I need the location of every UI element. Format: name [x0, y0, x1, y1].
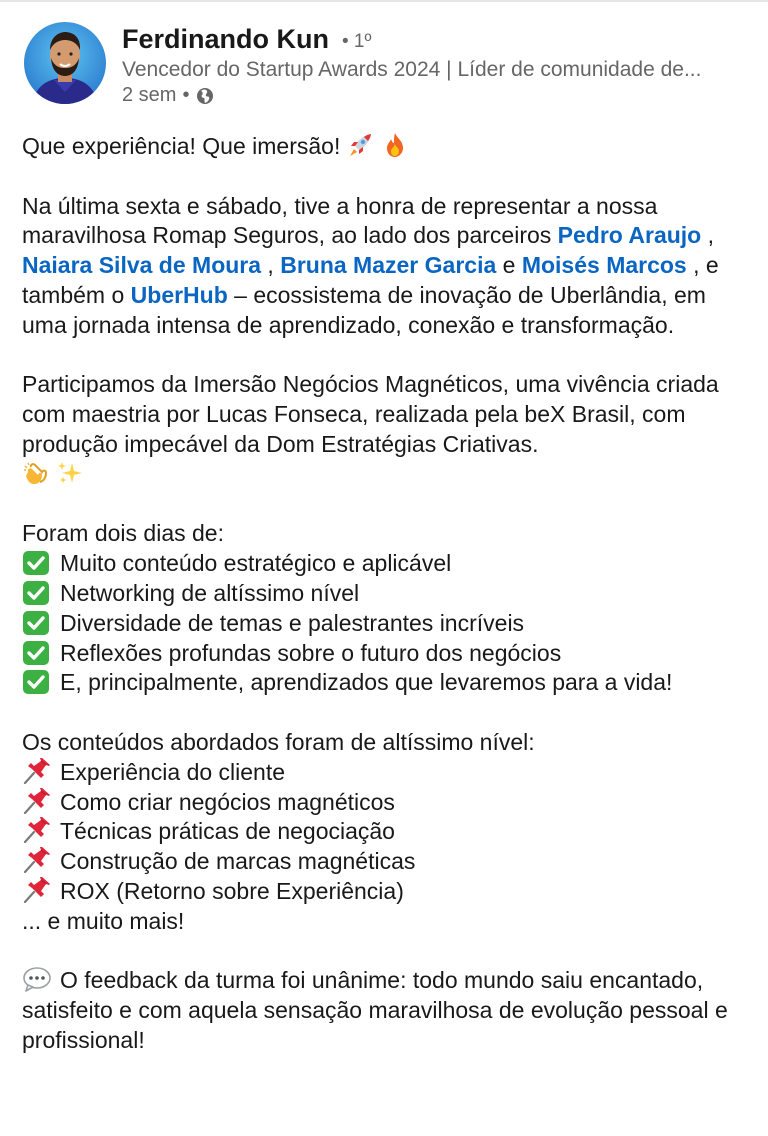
- sparkles-icon: [56, 460, 84, 486]
- mention-bruna-mazer-garcia[interactable]: Bruna Mazer Garcia: [280, 252, 497, 279]
- p1-text-3: ,: [261, 252, 281, 279]
- check-mark-icon: [22, 580, 52, 606]
- fire-icon: [381, 132, 409, 158]
- author-avatar[interactable]: [24, 22, 106, 104]
- pushpin-icon: [22, 758, 52, 784]
- intro-text: Que experiência! Que imersão!: [22, 133, 341, 159]
- topics-list-item-text: Técnicas práticas de negociação: [60, 818, 395, 845]
- pushpin-icon: [22, 877, 52, 903]
- topics-list: [22, 758, 748, 907]
- rocket-icon: [347, 132, 375, 158]
- p2-text: Participamos da Imersão Negócios Magnéticos, uma vivência criada com maestria por Lucas Fonseca, realizada pela beX Brasil, com produção impecável da Dom Estratégias Criativas.: [22, 371, 719, 457]
- days-list-item-text: Reflexões profundas sobre o futuro dos negócios: [60, 639, 562, 666]
- clapping-hands-icon: [22, 460, 50, 486]
- days-list-item-text: Networking de altíssimo nível: [60, 579, 360, 606]
- topics-list-item-text: Como criar negócios magnéticos: [60, 788, 395, 815]
- post-time: 2 sem: [122, 84, 177, 106]
- days-list-item-text: Diversidade de temas e palestrantes incríveis: [60, 609, 525, 636]
- mention-uberhub[interactable]: UberHub: [130, 281, 228, 308]
- check-mark-icon: [22, 669, 52, 695]
- check-mark-icon: [22, 640, 52, 666]
- pushpin-icon: [22, 817, 52, 843]
- topics-list-item-text: Experiência do cliente: [60, 758, 286, 785]
- feedback-text: O feedback da turma foi unânime: todo mundo saiu encantado, satisfeito e com aquela sensação maravilhosa de evolução pessoal e profissional!: [22, 967, 728, 1053]
- days-list-item-text: Muito conteúdo estratégico e aplicável: [60, 550, 452, 577]
- days-list-item: [22, 609, 748, 639]
- feedback-paragraph: [22, 966, 748, 1055]
- p1-text-5: , e também o: [22, 252, 719, 308]
- days-list-item: [22, 668, 748, 698]
- p1-text-1: Na última sexta e sábado, tive a honra de representar a nossa maravilhosa Romap Seguros, ao lado dos parceiros: [22, 192, 658, 249]
- days-list-item-text: E, principalmente, aprendizados que levaremos para a vida!: [60, 669, 673, 696]
- mention-pedro-araujo[interactable]: Pedro Araujo: [557, 222, 702, 249]
- check-mark-icon: [22, 610, 52, 636]
- days-list-item: [22, 549, 748, 579]
- days-heading: Foram dois dias de:: [22, 520, 224, 547]
- globe-icon: [195, 86, 215, 106]
- author-name[interactable]: Ferdinando Kun: [122, 24, 329, 54]
- paragraph-2: [22, 370, 748, 489]
- topics-list-item-text: Construção de marcas magnéticas: [60, 848, 416, 875]
- p1-text-2: ,: [701, 222, 715, 249]
- p1-text-4: e: [496, 252, 522, 279]
- post-intro: [22, 132, 748, 162]
- topics-list-item-text: ROX (Retorno sobre Experiência): [60, 877, 404, 904]
- days-list-item: [22, 579, 748, 609]
- topics-list-item: [22, 788, 748, 818]
- paragraph-1: [22, 192, 748, 341]
- topics-list-item: [22, 758, 748, 788]
- speech-bubble-icon: [22, 966, 52, 992]
- p1-text-6: – ecossistema de inovação de Uberlândia, em uma jornada intensa de aprendizado, conexão e transformação.: [22, 281, 706, 338]
- mention-naiara-silva-de-moura[interactable]: Naiara Silva de Moura: [22, 252, 262, 279]
- mention-moises-marcos[interactable]: Moisés Marcos: [521, 252, 687, 279]
- top-divider: [0, 0, 768, 2]
- topics-more: ... e muito mais!: [22, 907, 185, 934]
- topics-list-item: [22, 847, 748, 877]
- connection-degree: • 1º: [342, 31, 372, 52]
- pushpin-icon: [22, 788, 52, 814]
- post-header: [24, 22, 754, 110]
- check-mark-icon: [22, 550, 52, 576]
- topics-list-item: [22, 817, 748, 847]
- post-meta: [122, 84, 215, 107]
- days-list: [22, 549, 748, 698]
- author-headline: Vencedor do Startup Awards 2024 | Líder de comunidade de...: [122, 58, 702, 81]
- post-body: [22, 132, 748, 1056]
- topics-heading: Os conteúdos abordados foram de altíssimo nível:: [22, 728, 535, 755]
- topics-list-item: [22, 877, 748, 907]
- pushpin-icon: [22, 847, 52, 873]
- days-list-item: [22, 639, 748, 669]
- meta-separator: •: [182, 84, 190, 106]
